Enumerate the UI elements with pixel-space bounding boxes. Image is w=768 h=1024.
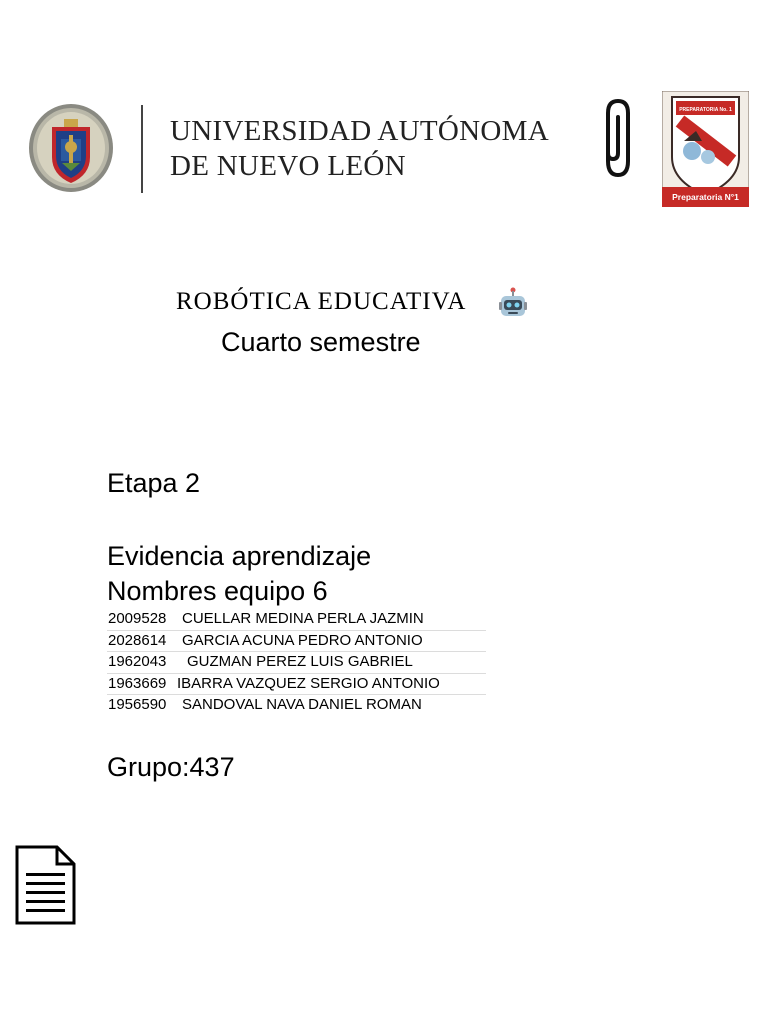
team-row: [107, 609, 486, 631]
student-id: 1962043: [108, 653, 167, 671]
header-divider: [141, 105, 143, 193]
stage-label: Etapa 2: [107, 468, 201, 498]
team-row: [107, 652, 486, 674]
student-name: CUELLAR MEDINA PERLA JAZMIN: [182, 610, 424, 627]
student-id: 2028614: [108, 631, 167, 649]
team-row: [107, 674, 486, 696]
semester-label: Cuarto semestre: [221, 327, 421, 357]
student-name: SANDOVAL NAVA DANIEL ROMAN: [182, 696, 422, 714]
prepa-badge-top-text: PREPARATORIA No. 1: [679, 107, 732, 113]
student-id: 1963669: [108, 674, 167, 692]
group-label: Grupo:437: [107, 752, 235, 782]
team-row: [107, 631, 486, 653]
university-name-line2: DE NUEVO LEÓN: [170, 150, 406, 182]
team-heading: Nombres equipo 6: [107, 576, 328, 606]
prepa-badge-text: Preparatoria N°1: [672, 192, 739, 202]
preparatoria-logo: [662, 91, 749, 207]
robot-icon: [498, 286, 528, 318]
paperclip-icon[interactable]: [596, 97, 636, 181]
uanl-seal-icon: [28, 103, 114, 193]
student-name: GARCIA ACUNA PEDRO ANTONIO: [182, 631, 423, 649]
student-name: GUZMAN PEREZ LUIS GABRIEL: [187, 653, 413, 671]
course-title: ROBÓTICA EDUCATIVA: [176, 288, 467, 315]
university-name-line1: UNIVERSIDAD AUTÓNOMA: [170, 115, 549, 147]
student-name: IBARRA VAZQUEZ SERGIO ANTONIO: [177, 674, 440, 692]
document-icon[interactable]: [15, 845, 76, 925]
team-list: [107, 609, 486, 716]
student-id: 2009528: [108, 610, 167, 627]
student-id: 1956590: [108, 696, 167, 714]
team-row: [107, 695, 486, 716]
evidence-label: Evidencia aprendizaje: [107, 541, 372, 571]
